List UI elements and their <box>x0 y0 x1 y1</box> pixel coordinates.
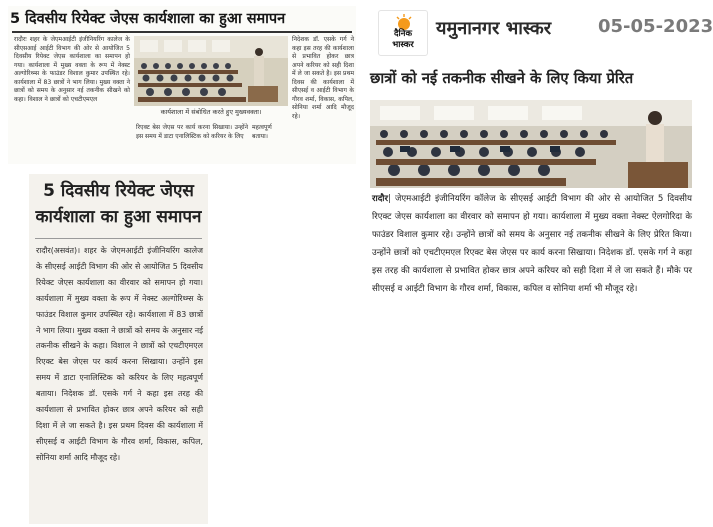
clipping-1-column-1: रादौरः शहर के जेएमआईटी इंजीनियरिंग कालेज के सीएसआई आईटी विभाग की ओर से आयोजित 5 दिवसीय रियेक्ट जेएस कार्यशाला का समापन हो गया। कार्यशाला में मुख्य वक्ता के रूप में नेक्स्ट अल्गोरिथ्म्स के फाउंडर विशाल कुमार उपस्थित रहे। कार्यशाला में 83 छात्रों ने भाग लिया। मुख्य वक्ता ने छात्रों को समय के अनुसार नई तकनीक सीखने को कहा। विशाल ने छात्रों को एचटीएमएल <box>14 36 130 103</box>
newspaper-clipping-2 <box>29 174 208 524</box>
dateline: रादौर <box>372 194 389 204</box>
logo-line-2: भास्कर <box>392 40 414 50</box>
publication-name: यमुनानगर भास्कर <box>436 18 552 39</box>
clipping-2-body: रादौर(असवंत)। शहर के जेएमआईटी इंजीनियरिंग कालेज के सीएसई आईटी विभाग की ओर से आयोजित 5 दिवसीय रियेक्ट जेएस कार्यशाला का वीरवार को समापन हो गया। कार्यशाला में मुख्य वक्ता के रूप में नेक्स्ट अल्गोरिथ्म्स के फाउंडर विशाल कुमार उपस्थित रहे। कार्यशाला में 83 छात्रों ने भाग लिया। मुख्य वक्ता ने छात्रों को समय के अनुसार नई तकनीक सीखने के कहा। विशाल ने छात्रों को एचटीएमएल रिएक्ट बेस जेएस पर कार्य करना सिखाया। उन्होंने इस समय में डाटा एनालिस्टिक को करियर के लिए महत्वपूर्ण बताया। निदेशक डॉ. एसके गर्ग ने कहा इस तरह की कार्यशाला से प्रभावित होकर छात्र अपने करियर को सही दिशा में ले जा सकते है। इस प्रथम दिवस की कार्यशाला में सीएसई व आईटी विभाग के गौरव शर्मा, विकास, कपिल, सोनिया शर्मा आदि मौजूद रहे। <box>36 246 203 462</box>
newspaper-clipping-3 <box>366 8 713 358</box>
photo-caption: कार्यशाला में संबोधित करते हुए मुख्यवक्ता। <box>160 108 262 116</box>
clipping-1-column-2b: महत्वपूर्ण बताया। <box>252 124 272 140</box>
clipping-3-body-text: | जेएमआईटी इंजीनियरिंग कॉलेज के सीएसई आईटी विभाग की ओर से आयोजित 5 दिवसीय रिएक्ट जेएस कार्यशाला का वीरवार को समापन हो गया। कार्यशाला में मुख्य वक्ता नेक्स्ट ऐलगोरिदा के फाउंडर विशाल कुमार रहे। उन्होंने छात्रों को समय के अनुसार नई तकनीक सीखने के लिए प्रेरित किया। उन्होंने छात्रों को एचटीएमएल रिएक्ट बेस जेएस पर कार्य करना सिखाया। निदेशक डॉ. एसके गर्ग ने कहा इस तरह की कार्यशाला से प्रभावित होकर छात्र अपने करियर को सही दिशा में ले जा सकते हैं। मौके पर सीएसई व आईटी विभाग के गौरव शर्मा, विकास, कपिल व सोनिया शर्मा भी मौजूद रहे। <box>372 194 692 295</box>
workshop-photo <box>134 36 288 106</box>
clipping-1-headline: 5 दिवसीय रियेक्ट जेएस कार्यशाला का हुआ समापन <box>10 11 286 27</box>
headline-rule <box>35 238 202 239</box>
dainik-bhaskar-logo <box>378 10 428 56</box>
clipping-2-headline: 5 दिवसीय रियेक्ट जेएस कार्यशाला का हुआ समापन <box>35 181 202 227</box>
sun-logo-icon <box>395 14 413 28</box>
clipping-1-column-2: रिएक्ट बेस जेएस पर कार्य करना सिखाया। उन्होंने इस समय में डाटा एनालिस्टिक को करियर के लिए <box>136 124 248 140</box>
clipping-3-headline: छात्रों को नई तकनीक सीखने के लिए किया प्रेरित <box>370 70 634 87</box>
headline-rule <box>12 31 352 33</box>
logo-line-1: दैनिक <box>394 29 412 39</box>
publication-date: 05-05-2023 <box>598 16 713 37</box>
clipping-1-column-3: निदेशक डॉ. एसके गर्ग ने कहा इस तरह की कार्यशाला से प्रभावित होकर छात्र अपने करियर को सही दिशा में ले जा सकते है। इस प्रथम दिवस की कार्यशाला में सीएसई व आईटी विभाग के गौरव शर्मा, विकास, कपिल, सोनिया शर्मा आदि मौजूद रहे। <box>292 36 354 120</box>
newspaper-clipping-1 <box>8 6 356 164</box>
workshop-classroom-photo <box>370 100 692 188</box>
clipping-3-body <box>372 190 692 358</box>
